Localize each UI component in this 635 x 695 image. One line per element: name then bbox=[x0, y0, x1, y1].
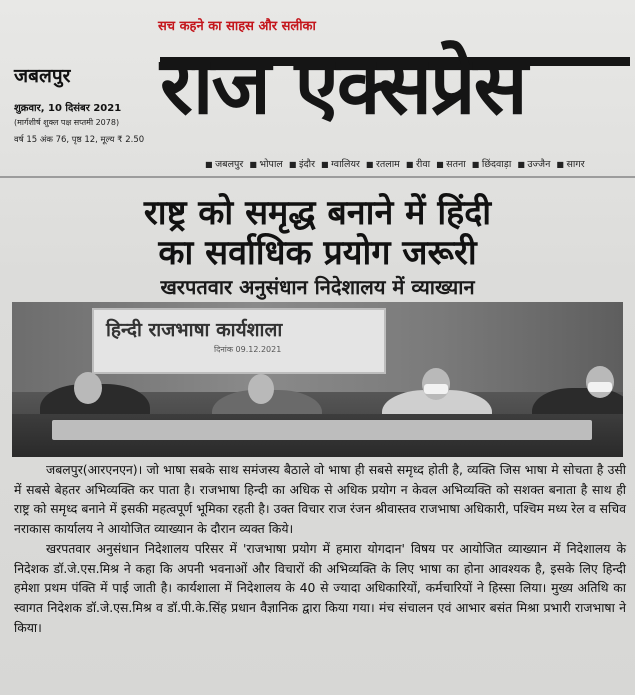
edition-item: ■ छिंदवाड़ा bbox=[472, 159, 512, 170]
edition-item: ■ जबलपुर bbox=[205, 159, 243, 170]
publication-date: शुक्रवार, 10 दिसंबर 2021 bbox=[14, 103, 122, 114]
masthead-divider bbox=[0, 176, 635, 178]
banner-date: दिनांक 09.12.2021 bbox=[214, 345, 282, 354]
person-head bbox=[74, 372, 102, 404]
issue-info: वर्ष 15 अंक 76, पृष्ठ 12, मूल्य ₹ 2.50 bbox=[14, 135, 145, 145]
face-mask bbox=[588, 382, 612, 392]
edition-item: ■ उज्जैन bbox=[517, 159, 550, 170]
hindu-calendar-date: (मार्गशीर्ष शुक्ल पक्ष सप्तमी 2078) bbox=[14, 118, 120, 127]
edition-item: ■ ग्वालियर bbox=[321, 159, 360, 170]
edition-city: जबलपुर bbox=[14, 65, 71, 87]
edition-item: ■ सागर bbox=[556, 159, 584, 170]
face-mask bbox=[424, 384, 448, 394]
newspaper-title: राज एक्सप्रेस bbox=[160, 39, 526, 132]
article-paragraph-1: जबलपुर(आरएनएन)। जो भाषा सबके साथ समंजस्य बैठाले वो भाषा ही सबसे समृध्द होती है, व्यक्ति जिस भाषा मे सोचता है उसी में सबसे बेहतर अभिव्यक्ति कर पाता है। राजभाषा हिन्दी का अधिक से अधिक प्रयोग न केवल अभिव्यक्ति को सशक्त बनाता है साथ ही राष्ट्र को समृध्द बनाने में इसकी महत्वपूर्ण भूमिका रहती है। उक्त विचार राज रंजन श्रीवास्तव राजभाषा अधिकारी, पश्चिम मध्य रेल व सचिव नराकास कार्यालय ने आयोजित व्याख्यान के दौरान व्यक्त किये। bbox=[14, 462, 626, 537]
banner-title: हिन्दी राजभाषा कार्यशाला bbox=[106, 319, 283, 341]
edition-item: ■ रीवा bbox=[406, 159, 430, 170]
workshop-banner bbox=[92, 308, 386, 374]
edition-item: ■ इंदौर bbox=[289, 159, 315, 170]
editions-list bbox=[205, 157, 591, 170]
headline-line-1: राष्ट्र को समृद्ध बनाने में हिंदी bbox=[143, 193, 492, 233]
subheadline: खरपतवार अनुसंधान निदेशालय में व्याख्यान bbox=[160, 275, 475, 299]
masthead-tagline: सच कहने का साहस और सलीका bbox=[158, 19, 316, 34]
news-photo bbox=[12, 302, 623, 457]
table-cloth bbox=[52, 420, 592, 440]
article-paragraph-2: खरपतवार अनुसंधान निदेशालय परिसर में 'राजभाषा प्रयोग में हमारा योगदान' विषय पर आयोजित व्याख्यान में निदेशालय के निदेशक डॉ.जे.एस.मिश्र ने कहा कि अपनी भवनाओं और विचारों की अभिव्यक्ति के लिए भाषा का होना आवश्यक है, इसके लिए हिन्दी हमेशा प्रथम पंक्ति में पाई जाती है। कार्यशाला में निदेशालय के 40 से ज्यादा अधिकारियों, कर्मचारियों ने हिस्सा लिया। मुख्य अतिथि का स्वागत निदेशक डॉ.जे.एस.मिश्र व डॉ.पी.के.सिंह प्रधान वैज्ञानिक द्वारा किया गया। मंच संचालन एवं आभार बसंत मिश्रा प्रभारी राजभाषा ने किया। bbox=[14, 540, 626, 635]
article-body bbox=[14, 460, 626, 637]
masthead-logo bbox=[160, 34, 630, 146]
edition-item: ■ रतलाम bbox=[366, 159, 400, 170]
headline-line-2: का सर्वाधिक प्रयोग जरूरी bbox=[158, 233, 477, 273]
person-head bbox=[248, 374, 274, 404]
edition-item: ■ सतना bbox=[436, 159, 466, 170]
edition-item: ■ भोपाल bbox=[249, 159, 283, 170]
